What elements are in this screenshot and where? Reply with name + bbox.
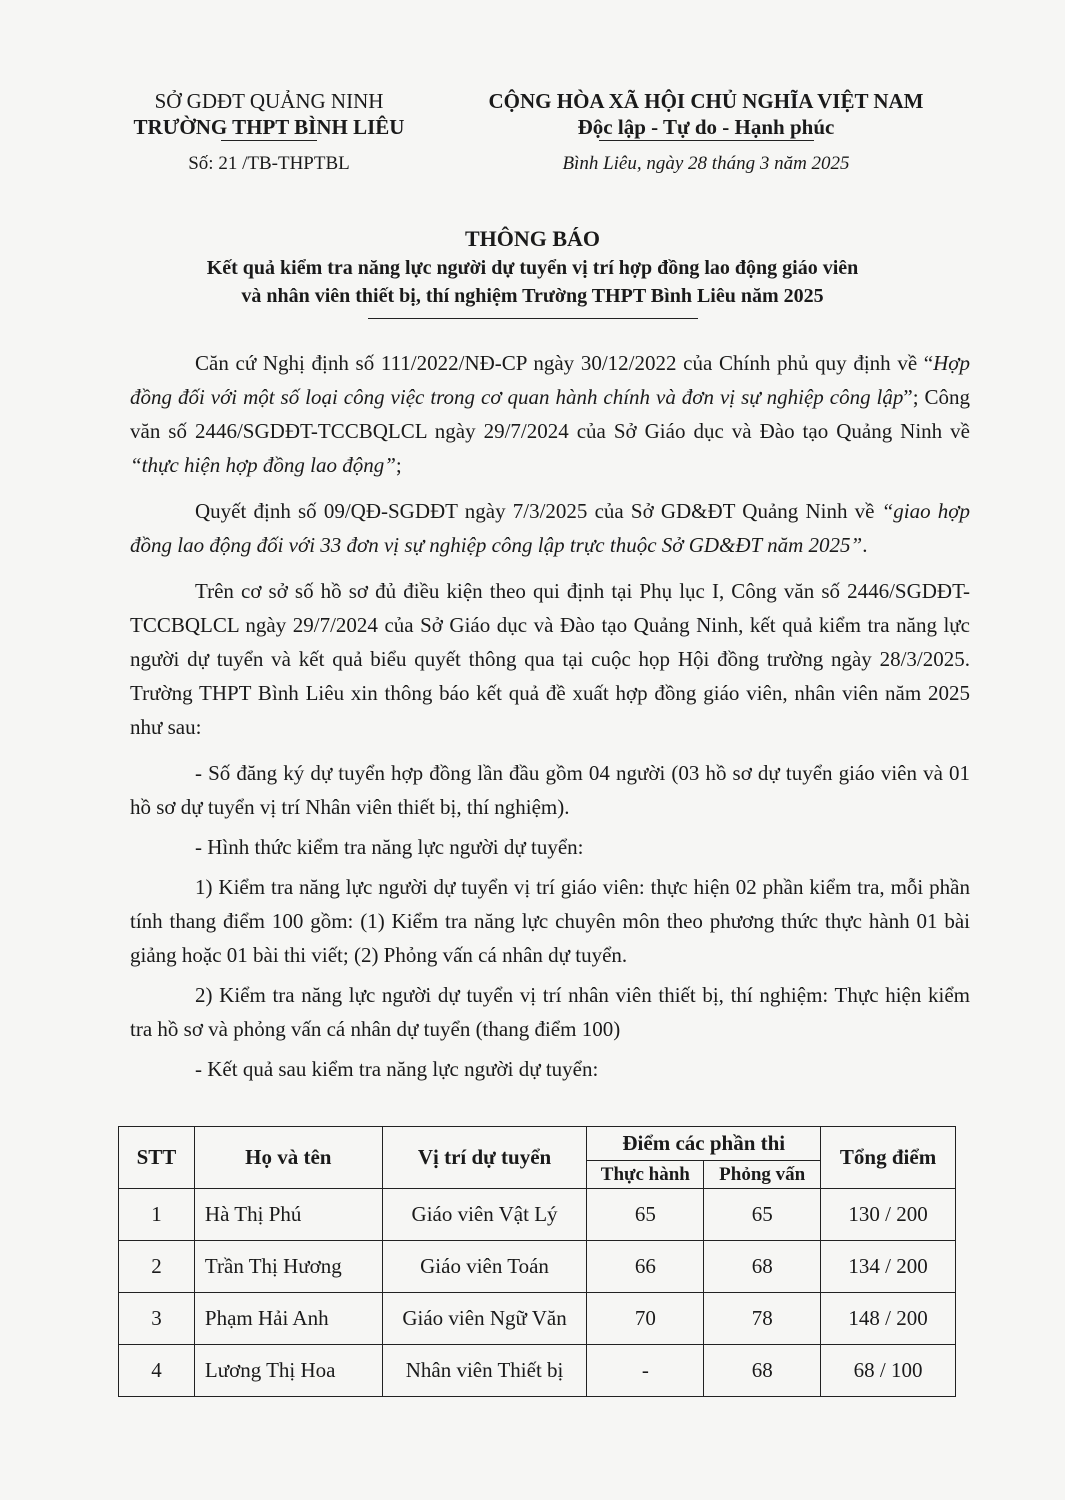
header-interview: Phỏng vấn	[704, 1161, 821, 1189]
cell-name: Hà Thị Phú	[194, 1189, 382, 1241]
table-row	[119, 1241, 956, 1293]
cell-position: Nhân viên Thiết bị	[382, 1345, 587, 1397]
cell-total: 134 / 200	[821, 1241, 956, 1293]
cell-practice: 66	[587, 1241, 704, 1293]
title-block	[0, 224, 1065, 319]
country-name: CỘNG HÒA XÃ HỘI CHỦ NGHĨA VIỆT NAM	[488, 89, 924, 113]
paragraph-legal-basis-1	[130, 346, 970, 482]
p1-text-e: ;	[395, 453, 402, 477]
cell-stt: 2	[119, 1241, 195, 1293]
title-underline	[368, 318, 698, 319]
motto-underline	[599, 140, 814, 141]
header-position: Vị trí dự tuyển	[382, 1127, 587, 1189]
cell-total: 130 / 200	[821, 1189, 956, 1241]
cell-name: Lương Thị Hoa	[194, 1345, 382, 1397]
cell-name: Phạm Hải Anh	[194, 1293, 382, 1345]
p2-text-b: “giao hợp đồng lao động đối với 33 đơn vị sự nghiệp công lập trực thuộc Sở GD&ĐT năm 2025”	[130, 499, 970, 557]
cell-total: 68 / 100	[821, 1345, 956, 1397]
p1-text-d: “thực hiện hợp đồng lao động”	[130, 453, 396, 477]
results-table	[118, 1126, 956, 1397]
document-date: Bình Liêu, ngày 28 tháng 3 năm 2025	[562, 153, 850, 174]
document-number: Số: 21 /TB-THPTBL	[188, 153, 350, 174]
issuer-department: SỞ GDĐT QUẢNG NINH	[154, 89, 384, 113]
cell-name: Trần Thị Hương	[194, 1241, 382, 1293]
cell-interview: 68	[704, 1241, 821, 1293]
cell-interview: 68	[704, 1345, 821, 1397]
table-row	[119, 1345, 956, 1397]
cell-position: Giáo viên Vật Lý	[382, 1189, 587, 1241]
header-name: Họ và tên	[194, 1127, 382, 1189]
header-total: Tổng điểm	[821, 1127, 956, 1189]
p1-text-a: Căn cứ Nghị định số 111/2022/NĐ-CP ngày 30/12/2022 của Chính phủ quy định về “	[195, 351, 934, 375]
header-practice: Thực hành	[587, 1161, 704, 1189]
national-motto: Độc lập - Tự do - Hạnh phúc	[577, 115, 835, 139]
cell-stt: 1	[119, 1189, 195, 1241]
cell-position: Giáo viên Ngữ Văn	[382, 1293, 587, 1345]
document-title: THÔNG BÁO	[464, 226, 601, 251]
cell-practice: -	[587, 1345, 704, 1397]
paragraph-teacher-test: 1) Kiểm tra năng lực người dự tuyển vị trí giáo viên: thực hiện 02 phần kiểm tra, mỗi phần tính thang điểm 100 gồm: (1) Kiểm tra năng lực chuyên môn theo phương thức thực hành 01 bài giảng hoặc 01 bài thi viết; (2) Phỏng vấn cá nhân dự tuyển.	[130, 875, 970, 967]
paragraph-legal-basis-2	[130, 494, 970, 562]
document-body	[130, 346, 970, 1092]
issuer-underline	[221, 140, 317, 141]
national-motto-block	[462, 88, 950, 177]
p2-text-c: .	[862, 533, 868, 557]
header-stt: STT	[119, 1127, 195, 1189]
p1-text-c: ”; Công văn số 2446/SGDĐT-TCCBQLCL ngày 29/7/2024 của Sở Giáo dục và Đào tạo Quảng Ninh về	[130, 385, 970, 443]
table-row	[119, 1293, 956, 1345]
document-subtitle-line2: và nhân viên thiết bị, thí nghiệm Trường THPT Bình Liêu năm 2025	[241, 285, 824, 307]
header-score-parts: Điểm các phần thi	[587, 1127, 821, 1161]
cell-position: Giáo viên Toán	[382, 1241, 587, 1293]
cell-stt: 4	[119, 1345, 195, 1397]
paragraph-staff-test: 2) Kiểm tra năng lực người dự tuyển vị trí nhân viên thiết bị, thí nghiệm: Thực hiện kiểm tra hồ sơ và phỏng vấn cá nhân dự tuyển (thang điểm 100)	[130, 983, 970, 1041]
paragraph-results-intro: - Kết quả sau kiểm tra năng lực người dự tuyển:	[195, 1057, 599, 1081]
cell-practice: 65	[587, 1189, 704, 1241]
issuer-school: TRƯỜNG THPT BÌNH LIÊU	[133, 115, 405, 139]
cell-interview: 78	[704, 1293, 821, 1345]
issuer-block	[104, 88, 434, 177]
p1-text-b: Hợp đồng đối với một số loại công việc trong cơ quan hành chính và đơn vị sự nghiệp công lập	[130, 351, 970, 409]
p2-text-a: Quyết định số 09/QĐ-SGDĐT ngày 7/3/2025 của Sở GD&ĐT Quảng Ninh về	[195, 499, 882, 523]
paragraph-registrations: - Số đăng ký dự tuyển hợp đồng lần đầu gồm 04 người (03 hồ sơ dự tuyển giáo viên và 01 hồ sơ dự tuyển vị trí Nhân viên thiết bị, thí nghiệm).	[130, 761, 970, 819]
paragraph-test-format: - Hình thức kiểm tra năng lực người dự tuyển:	[195, 835, 584, 859]
cell-stt: 3	[119, 1293, 195, 1345]
cell-interview: 65	[704, 1189, 821, 1241]
cell-total: 148 / 200	[821, 1293, 956, 1345]
cell-practice: 70	[587, 1293, 704, 1345]
document-subtitle-line1: Kết quả kiểm tra năng lực người dự tuyển vị trí hợp đồng lao động giáo viên	[206, 257, 859, 279]
paragraph-basis-results: Trên cơ sở số hồ sơ đủ điều kiện theo qui định tại Phụ lục I, Công văn số 2446/SGDĐT-TCCBQLCL ngày 29/7/2024 của Sở Giáo dục và Đào tạo Quảng Ninh, kết quả kiểm tra năng lực người dự tuyển và kết quả biểu quyết thông qua tại cuộc họp Hội đồng trường ngày 28/3/2025. Trường THPT Bình Liêu xin thông báo kết quả đề xuất hợp đồng giáo viên, nhân viên năm 2025 như sau:	[130, 579, 970, 739]
table-row	[119, 1189, 956, 1241]
